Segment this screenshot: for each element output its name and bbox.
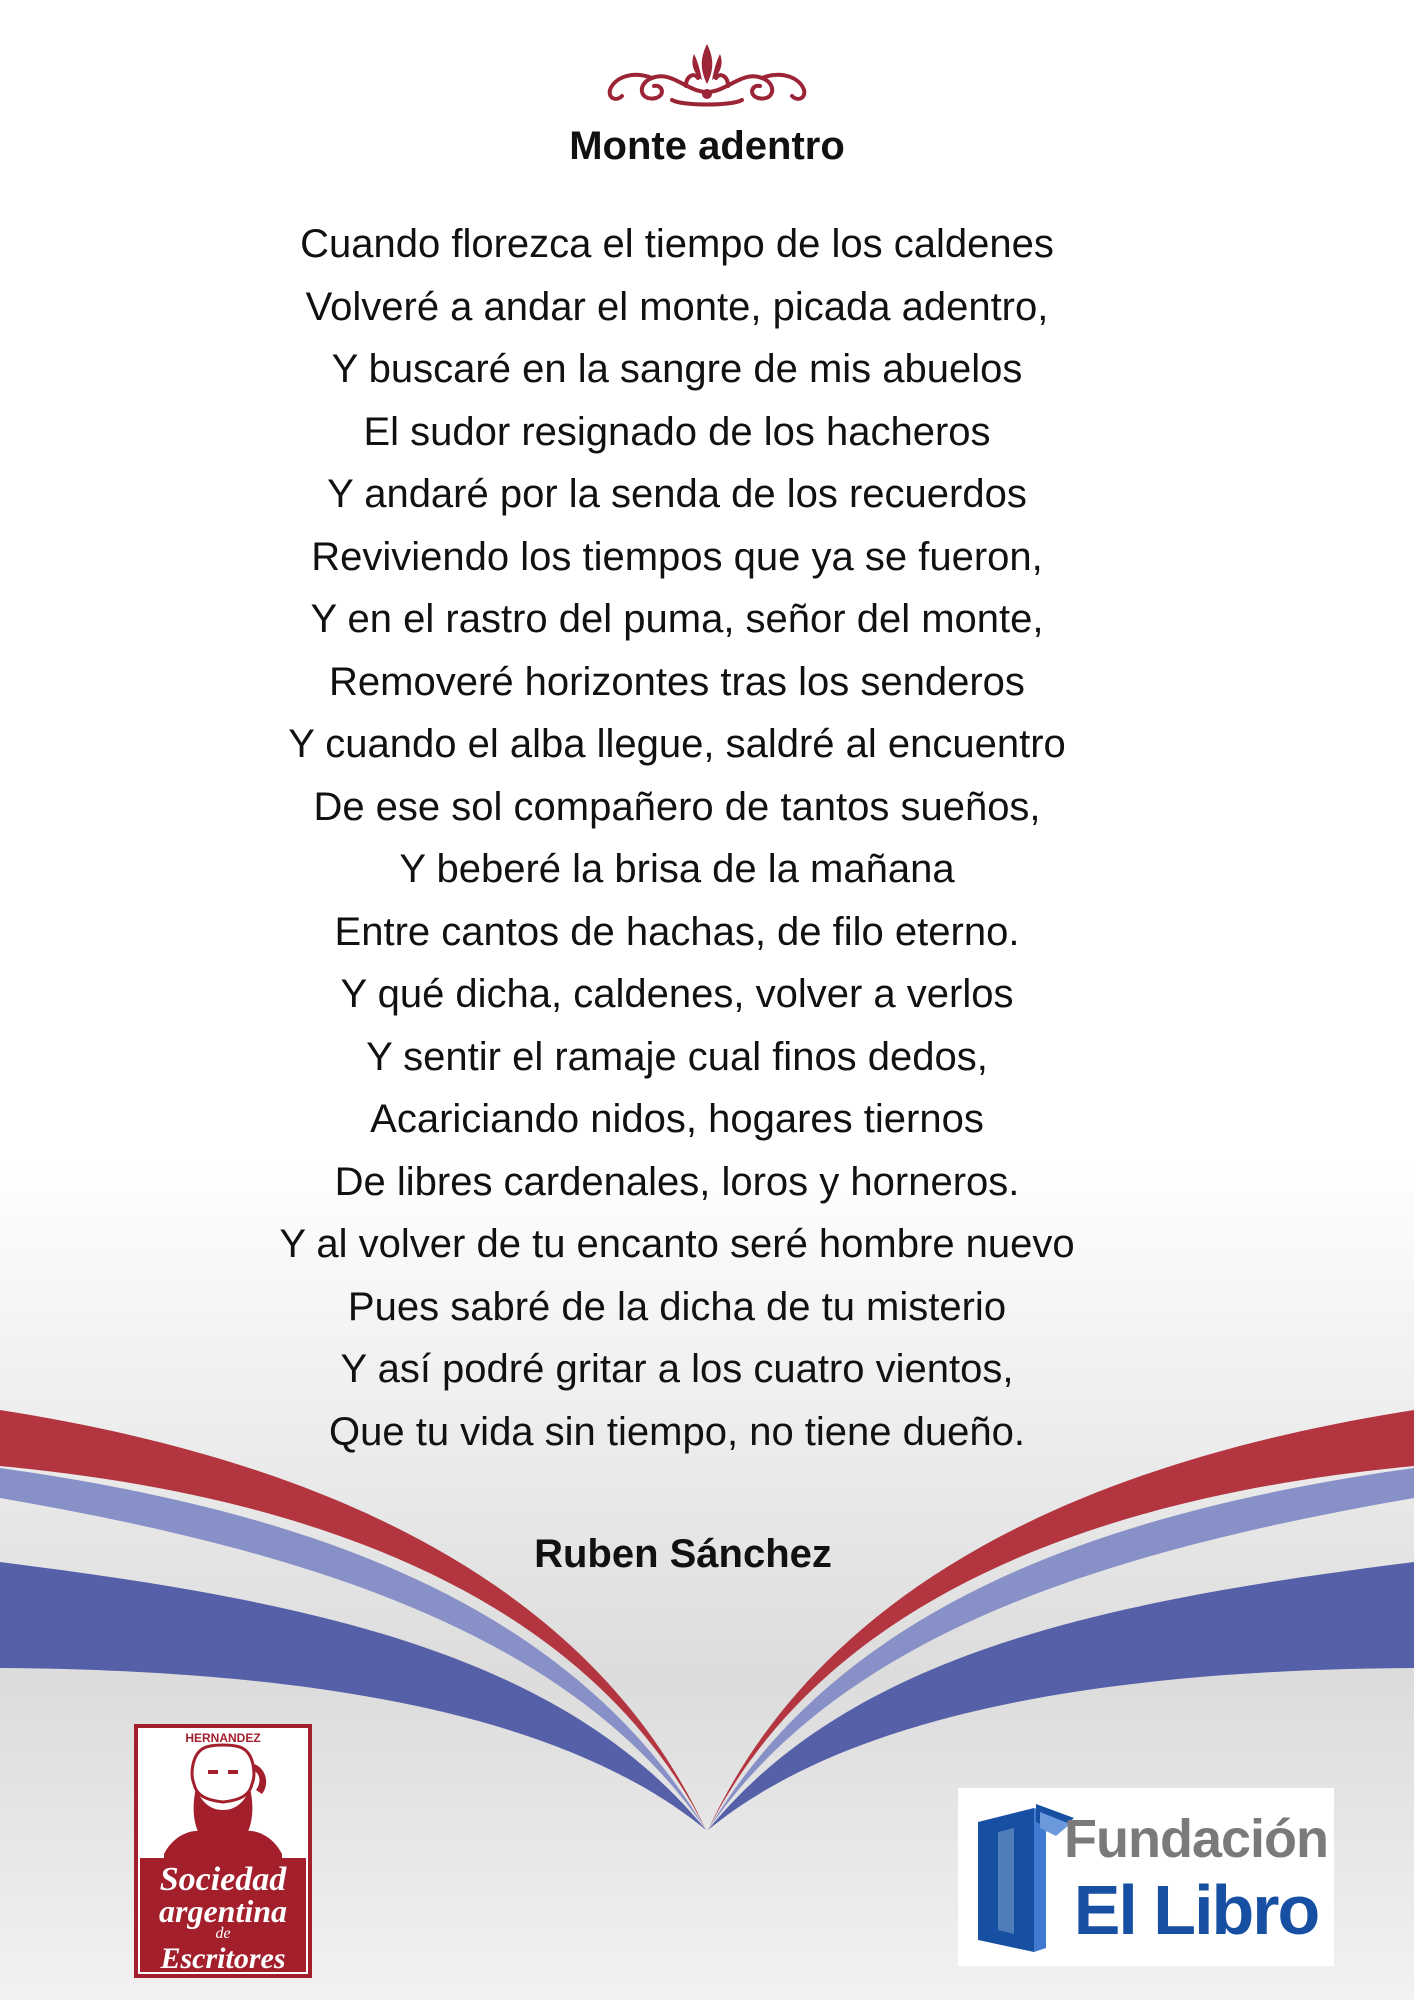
fundacion-logo-word1: Fundación: [1064, 1809, 1328, 1869]
ornament-flourish-icon: [602, 40, 812, 108]
sade-logo-line1: Sociedad: [159, 1861, 287, 1898]
poem-verse: El sudor resignado de los hacheros: [363, 409, 991, 454]
poem-verse: De ese sol compañero de tantos sueños,: [313, 784, 1041, 829]
sade-logo-line3: de: [215, 1925, 231, 1942]
poem-title: Monte adentro: [569, 124, 845, 168]
poem-verse: Que tu vida sin tiempo, no tiene dueño.: [328, 1409, 1025, 1454]
sade-logo: [134, 1724, 312, 1978]
poem-verse: De libres cardenales, loros y horneros.: [334, 1159, 1020, 1204]
poem-verse: Y beberé la brisa de la mañana: [399, 847, 955, 891]
poem-verse: Y qué dicha, caldenes, volver a verlos: [340, 972, 1014, 1016]
poem-verse: Y buscaré en la sangre de mis abuelos: [331, 347, 1023, 391]
ribbon-left-blue: [0, 1562, 706, 1830]
sade-logo-line4: Escritores: [160, 1942, 286, 1975]
poem-verse: Y sentir el ramaje cual finos dedos,: [366, 1034, 988, 1079]
poem-verse: Pues sabré de la dicha de tu misterio: [347, 1284, 1007, 1329]
poem-verse: Cuando florezca el tiempo de los caldenes: [300, 222, 1054, 266]
poem-verse: Removeré horizontes tras los senderos: [329, 659, 1025, 704]
poem-verse: Y andaré por la senda de los recuerdos: [327, 472, 1027, 516]
poem-verse: Y en el rastro del puma, señor del monte,: [310, 597, 1044, 641]
sade-logo-top-text: HERNANDEZ: [185, 1731, 261, 1745]
poem-verse: Entre cantos de hachas, de filo eterno.: [334, 909, 1020, 954]
poem-verse: Y cuando el alba llegue, saldré al encuentro: [288, 722, 1066, 766]
poem-author: Ruben Sánchez: [534, 1532, 832, 1576]
sade-logo-line2: argentina: [158, 1893, 288, 1929]
poem-verse: Acariciando nidos, hogares tiernos: [370, 1097, 984, 1141]
poem-verse: Volveré a andar el monte, picada adentro,: [305, 284, 1049, 329]
poem-verse: Y así podré gritar a los cuatro vientos,: [340, 1347, 1014, 1391]
fundacion-el-libro-logo: [958, 1788, 1334, 1966]
poem-body: [0, 218, 1354, 1468]
poem-verse: Reviviendo los tiempos que ya se fueron,: [311, 534, 1043, 579]
poem-verse: Y al volver de tu encanto seré hombre nuevo: [279, 1222, 1075, 1266]
fundacion-logo-word2: El Libro: [1073, 1871, 1319, 1949]
